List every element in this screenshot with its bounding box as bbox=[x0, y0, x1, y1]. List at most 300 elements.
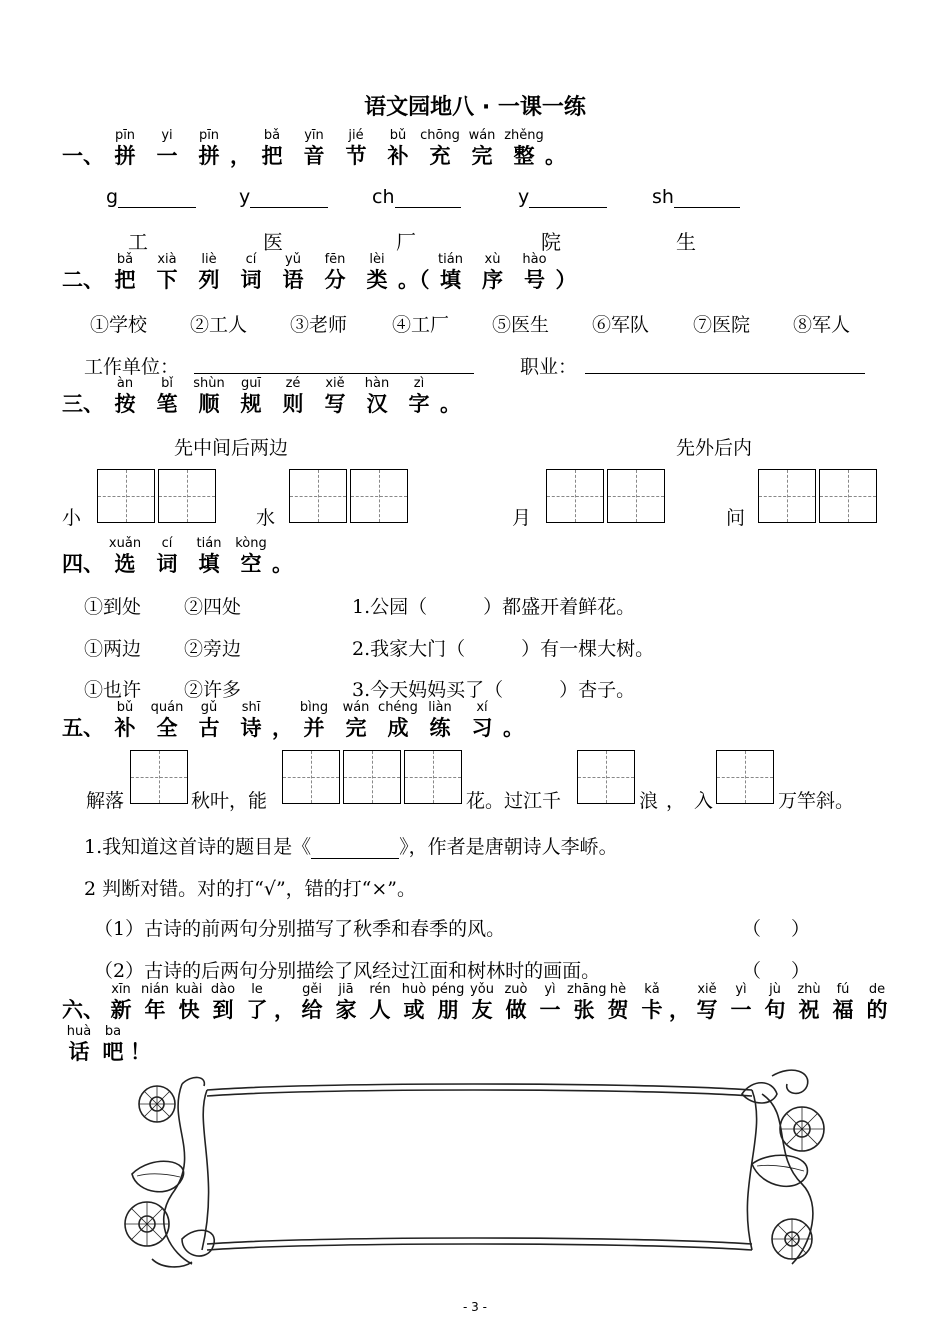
hanzi: 习 bbox=[471, 716, 493, 740]
sentence-before: 3.今天妈妈买了（ bbox=[352, 679, 504, 701]
char: 医 bbox=[263, 230, 283, 254]
pinyin: huò bbox=[401, 982, 427, 997]
pinyin: xiě bbox=[325, 376, 345, 391]
section-5-heading bbox=[62, 700, 524, 741]
poem-text: 花。过江千 bbox=[466, 790, 562, 812]
judge-item-2: （2）古诗的后两句分别描绘了风经过江面和树林时的画面。 bbox=[94, 960, 601, 982]
heading-punct: 五、 bbox=[62, 716, 104, 740]
word-item: ③老师 bbox=[290, 314, 348, 336]
writing-grid[interactable] bbox=[158, 469, 216, 523]
word-item: ①学校 bbox=[90, 314, 148, 336]
hanzi: 到 bbox=[212, 998, 234, 1022]
ruby-char bbox=[146, 376, 188, 417]
hanzi: 或 bbox=[403, 998, 425, 1022]
writing-grid[interactable] bbox=[289, 469, 347, 523]
hanzi: 填 bbox=[198, 552, 220, 576]
char: 工 bbox=[128, 230, 148, 254]
fill-sentence bbox=[352, 634, 654, 661]
fill-sentence bbox=[352, 592, 635, 619]
initial: sh bbox=[652, 186, 674, 208]
ruby-char bbox=[104, 536, 146, 577]
heading-punct: ， bbox=[669, 998, 690, 1022]
pinyin: zhù bbox=[797, 982, 821, 997]
hanzi: 填 bbox=[440, 268, 461, 292]
frame-top-edge bbox=[207, 1084, 752, 1090]
ruby-char bbox=[397, 982, 431, 1023]
sentence-before: 1.公园（ bbox=[352, 596, 428, 618]
ruby-char bbox=[230, 536, 272, 577]
ruby-char bbox=[188, 376, 230, 417]
pinyin: bìng bbox=[299, 700, 329, 715]
char-label: 小 bbox=[62, 507, 82, 529]
hanzi: 练 bbox=[429, 716, 451, 740]
question-1 bbox=[84, 832, 618, 859]
hanzi: 人 bbox=[369, 998, 391, 1022]
job-label: 职业： bbox=[520, 356, 578, 378]
ruby-char bbox=[567, 982, 607, 1023]
pinyin: wán bbox=[342, 700, 370, 715]
stroke-rule-2: 先外后内 bbox=[676, 437, 753, 459]
ruby-char bbox=[601, 982, 635, 1023]
ruby-char bbox=[465, 982, 499, 1023]
hanzi: 顺 bbox=[198, 392, 220, 416]
pinyin-blank[interactable] bbox=[652, 186, 740, 208]
heading-punct: 。 bbox=[272, 552, 293, 576]
hanzi: 福 bbox=[832, 998, 854, 1022]
poem-text: 秋叶，能 bbox=[191, 790, 268, 812]
ruby-char bbox=[860, 982, 894, 1023]
ruby-char bbox=[146, 128, 188, 169]
judge-item-1: （1）古诗的前两句分别描写了秋季和春季的风。 bbox=[94, 918, 506, 940]
pinyin: xù bbox=[484, 252, 501, 267]
ruby-char bbox=[146, 252, 188, 293]
ruby-char bbox=[419, 128, 461, 169]
ruby-char bbox=[335, 700, 377, 741]
pinyin: yì bbox=[735, 982, 747, 997]
hanzi: 成 bbox=[387, 716, 409, 740]
pinyin: xiě bbox=[697, 982, 717, 997]
pinyin: àn bbox=[116, 376, 134, 391]
pinyin: xià bbox=[157, 252, 177, 267]
writing-grid[interactable] bbox=[282, 750, 340, 804]
section-3-heading bbox=[62, 376, 461, 417]
hanzi: 整 bbox=[513, 144, 535, 168]
ruby-char bbox=[230, 376, 272, 417]
page-title: 语文园地八 · 一课一练 bbox=[364, 95, 586, 120]
pinyin: xīn bbox=[111, 982, 131, 997]
option-b: ②四处 bbox=[184, 596, 242, 618]
ruby-char bbox=[356, 376, 398, 417]
pinyin: de bbox=[868, 982, 886, 997]
sentence-after: ）都盛开着鲜花。 bbox=[483, 596, 636, 618]
ruby-char bbox=[724, 982, 758, 1023]
hanzi: 贺 bbox=[607, 998, 629, 1022]
greeting-card-frame[interactable] bbox=[112, 1064, 832, 1284]
word-item: ⑧军人 bbox=[793, 314, 851, 336]
q1-before: 1.我知道这首诗的题目是《 bbox=[84, 836, 312, 858]
ruby-char bbox=[533, 982, 567, 1023]
section-2-heading bbox=[62, 252, 577, 293]
hanzi: 拼 bbox=[114, 144, 136, 168]
hanzi: 把 bbox=[114, 268, 136, 292]
pinyin: jié bbox=[348, 128, 364, 143]
ruby-char bbox=[377, 128, 419, 169]
hanzi: 完 bbox=[471, 144, 493, 168]
ruby-char bbox=[335, 128, 377, 169]
writing-grid[interactable] bbox=[607, 469, 665, 523]
hanzi: 列 bbox=[198, 268, 220, 292]
char-label: 月 bbox=[512, 507, 532, 529]
judge-paren[interactable] bbox=[742, 914, 810, 941]
pinyin: pīn bbox=[114, 128, 136, 143]
hanzi: 补 bbox=[387, 144, 409, 168]
pinyin-blank[interactable] bbox=[518, 186, 607, 208]
pinyin: zì bbox=[413, 376, 425, 391]
initial: y bbox=[518, 186, 530, 208]
hanzi: 字 bbox=[408, 392, 430, 416]
heading-punct: ， bbox=[274, 998, 295, 1022]
pinyin: bǔ bbox=[116, 700, 134, 715]
pinyin: wán bbox=[468, 128, 496, 143]
pinyin: chōng bbox=[420, 128, 460, 143]
pinyin: hè bbox=[609, 982, 627, 997]
paren-open: （ bbox=[742, 960, 762, 982]
fill-sentence bbox=[352, 675, 635, 702]
ruby-char bbox=[146, 536, 188, 577]
ruby-char bbox=[188, 536, 230, 577]
writing-grid[interactable] bbox=[343, 750, 401, 804]
hanzi: 一 bbox=[730, 998, 752, 1022]
heading-punct: ！ bbox=[130, 1040, 151, 1064]
pinyin: le bbox=[251, 982, 263, 997]
ruby-char bbox=[461, 700, 503, 741]
ruby-char bbox=[461, 128, 503, 169]
ruby-char bbox=[272, 252, 314, 293]
heading-punct: 六、 bbox=[62, 998, 104, 1022]
hanzi: 把 bbox=[261, 144, 283, 168]
stroke-rule-1: 先中间后两边 bbox=[174, 437, 289, 459]
ruby-char bbox=[251, 128, 293, 169]
ruby-char bbox=[104, 128, 146, 169]
ruby-char bbox=[295, 982, 329, 1023]
ruby-char bbox=[314, 252, 356, 293]
option-a: ①两边 bbox=[84, 638, 142, 660]
hanzi: 写 bbox=[324, 392, 346, 416]
option-a: ①也许 bbox=[84, 679, 142, 701]
writing-grid[interactable] bbox=[546, 469, 604, 523]
ruby-char bbox=[314, 376, 356, 417]
q1-after: 》，作者是唐朝诗人李峤。 bbox=[399, 836, 618, 858]
hanzi: 拼 bbox=[198, 144, 220, 168]
ruby-char bbox=[230, 700, 272, 741]
pinyin: hào bbox=[522, 252, 547, 267]
ruby-char bbox=[272, 376, 314, 417]
pinyin: bǐ bbox=[161, 376, 173, 391]
pinyin: yǒu bbox=[470, 982, 494, 997]
char: 院 bbox=[541, 230, 561, 254]
hanzi: 下 bbox=[156, 268, 178, 292]
ruby-char bbox=[146, 700, 188, 741]
hanzi: 句 bbox=[764, 998, 786, 1022]
writing-grid[interactable] bbox=[716, 750, 774, 804]
heading-punct: 。 bbox=[503, 716, 524, 740]
poem-text: 解落 bbox=[86, 790, 125, 812]
hanzi: 词 bbox=[156, 552, 178, 576]
heading-punct: 。 bbox=[440, 392, 461, 416]
pinyin: xí bbox=[476, 700, 488, 715]
hanzi: 音 bbox=[303, 144, 325, 168]
poem-text: 入 bbox=[694, 790, 714, 812]
ruby-char bbox=[293, 700, 335, 741]
option-b: ②旁边 bbox=[184, 638, 242, 660]
heading-punct: ） bbox=[555, 268, 577, 292]
pinyin: lèi bbox=[369, 252, 385, 267]
hanzi: 祝 bbox=[798, 998, 820, 1022]
pinyin: shī bbox=[241, 700, 261, 715]
judge-paren[interactable] bbox=[742, 956, 810, 983]
word-item: ⑤医生 bbox=[492, 314, 550, 336]
pinyin: péng bbox=[431, 982, 465, 997]
word-item: ⑦医院 bbox=[693, 314, 751, 336]
ruby-char bbox=[377, 700, 419, 741]
pinyin: kòng bbox=[235, 536, 267, 551]
pinyin: kuài bbox=[175, 982, 203, 997]
option-a: ①到处 bbox=[84, 596, 142, 618]
hanzi: 张 bbox=[573, 998, 595, 1022]
hanzi: 选 bbox=[114, 552, 136, 576]
hanzi: 话 bbox=[68, 1040, 90, 1064]
ruby-char bbox=[363, 982, 397, 1023]
heading-punct: 二、 bbox=[62, 268, 104, 292]
ruby-char bbox=[188, 128, 230, 169]
pinyin: guī bbox=[240, 376, 262, 391]
pinyin: xuǎn bbox=[108, 536, 142, 551]
ruby-char bbox=[104, 982, 138, 1023]
ruby-char bbox=[96, 1024, 130, 1065]
hanzi: 类 bbox=[366, 268, 388, 292]
hanzi: 家 bbox=[335, 998, 357, 1022]
ruby-char bbox=[431, 982, 465, 1023]
ruby-char bbox=[430, 252, 472, 293]
page-number: - 3 - bbox=[463, 1300, 487, 1314]
pinyin: yīn bbox=[304, 128, 324, 143]
word-item: ④工厂 bbox=[392, 314, 450, 336]
hanzi: 汉 bbox=[366, 392, 388, 416]
sentence-after: ）杏子。 bbox=[559, 679, 636, 701]
pinyin: rén bbox=[369, 982, 391, 997]
ruby-char bbox=[188, 700, 230, 741]
pinyin: zuò bbox=[504, 982, 528, 997]
hanzi: 一 bbox=[156, 144, 178, 168]
hanzi: 笔 bbox=[156, 392, 178, 416]
ruby-char bbox=[690, 982, 724, 1023]
pinyin: gěi bbox=[302, 982, 322, 997]
ruby-char bbox=[188, 252, 230, 293]
heading-punct: 。（ bbox=[398, 268, 430, 292]
writing-grid[interactable] bbox=[758, 469, 816, 523]
pinyin: huà bbox=[66, 1024, 92, 1039]
section-6-heading-line-1 bbox=[62, 982, 894, 1023]
hanzi: 友 bbox=[471, 998, 493, 1022]
ruby-char bbox=[635, 982, 669, 1023]
hanzi: 序 bbox=[482, 268, 503, 292]
ruby-char bbox=[826, 982, 860, 1023]
hanzi: 一 bbox=[539, 998, 561, 1022]
pinyin: zé bbox=[285, 376, 301, 391]
pinyin: shùn bbox=[193, 376, 225, 391]
ruby-char bbox=[514, 252, 556, 293]
heading-punct: 。 bbox=[545, 144, 566, 168]
hanzi: 诗 bbox=[240, 716, 262, 740]
ruby-char bbox=[356, 252, 398, 293]
poem-text: ， bbox=[666, 790, 686, 812]
poem-text: 浪 bbox=[639, 790, 659, 812]
pinyin: jù bbox=[769, 982, 781, 997]
char: 厂 bbox=[396, 230, 416, 254]
ruby-char bbox=[230, 252, 272, 293]
section-6-heading-line-2 bbox=[62, 1024, 151, 1065]
pinyin: fēn bbox=[324, 252, 346, 267]
hanzi: 充 bbox=[429, 144, 451, 168]
writing-grid[interactable] bbox=[130, 750, 188, 804]
writing-grid[interactable] bbox=[350, 469, 408, 523]
pinyin: cí bbox=[161, 536, 173, 551]
pinyin: quán bbox=[150, 700, 184, 715]
word-item: ⑥军队 bbox=[592, 314, 650, 336]
hanzi: 的 bbox=[866, 998, 888, 1022]
ruby-char bbox=[419, 700, 461, 741]
hanzi: 做 bbox=[505, 998, 527, 1022]
pinyin: liè bbox=[201, 252, 217, 267]
pinyin: dào bbox=[210, 982, 236, 997]
ruby-char bbox=[758, 982, 792, 1023]
initial: y bbox=[239, 186, 251, 208]
pinyin: cí bbox=[245, 252, 257, 267]
frame-bottom-edge bbox=[207, 1238, 752, 1244]
pinyin: gǔ bbox=[200, 700, 218, 715]
ruby-char bbox=[104, 252, 146, 293]
pinyin: ba bbox=[104, 1024, 122, 1039]
pinyin: fú bbox=[836, 982, 850, 997]
hanzi: 快 bbox=[178, 998, 200, 1022]
pinyin: tián bbox=[438, 252, 463, 267]
hanzi: 古 bbox=[198, 716, 220, 740]
pinyin: yǔ bbox=[285, 252, 301, 267]
work-unit-blank[interactable] bbox=[194, 352, 474, 374]
vine-left bbox=[164, 1084, 192, 1264]
ruby-char bbox=[472, 252, 514, 293]
hanzi: 年 bbox=[144, 998, 166, 1022]
hanzi: 号 bbox=[524, 268, 545, 292]
hanzi: 分 bbox=[324, 268, 346, 292]
writing-grid[interactable] bbox=[404, 750, 462, 804]
hanzi: 全 bbox=[156, 716, 178, 740]
pinyin: zhāng bbox=[567, 982, 607, 997]
hanzi: 规 bbox=[240, 392, 262, 416]
hanzi: 并 bbox=[303, 716, 325, 740]
pinyin: bǎ bbox=[116, 252, 134, 267]
paren-close: ） bbox=[791, 960, 811, 982]
ruby-char bbox=[138, 982, 172, 1023]
hanzi: 节 bbox=[345, 144, 367, 168]
ruby-char bbox=[503, 128, 545, 169]
hanzi: 语 bbox=[282, 268, 304, 292]
char-label: 问 bbox=[726, 507, 746, 529]
hanzi: 补 bbox=[114, 716, 136, 740]
initial: g bbox=[106, 186, 119, 208]
poem-text: 万竿斜。 bbox=[778, 790, 855, 812]
title-blank[interactable] bbox=[311, 841, 399, 859]
ruby-char bbox=[104, 700, 146, 741]
question-2: 2 判断对错。对的打“√”，错的打“×”。 bbox=[84, 878, 417, 900]
work-unit-label: 工作单位： bbox=[84, 356, 180, 378]
hanzi: 给 bbox=[301, 998, 323, 1022]
char: 生 bbox=[676, 230, 696, 254]
pinyin-blank[interactable] bbox=[106, 186, 196, 208]
paren-open: （ bbox=[742, 918, 762, 940]
job-blank[interactable] bbox=[585, 352, 865, 374]
hanzi: 词 bbox=[240, 268, 262, 292]
ruby-char bbox=[293, 128, 335, 169]
hanzi: 吧 bbox=[102, 1040, 124, 1064]
pinyin: liàn bbox=[428, 700, 452, 715]
pinyin: bǎ bbox=[263, 128, 281, 143]
pinyin-blank[interactable] bbox=[239, 186, 328, 208]
initial: ch bbox=[372, 186, 395, 208]
writing-grid[interactable] bbox=[819, 469, 877, 523]
heading-punct: 四、 bbox=[62, 552, 104, 576]
hanzi: 空 bbox=[240, 552, 262, 576]
pinyin: yì bbox=[544, 982, 556, 997]
pinyin: chéng bbox=[378, 700, 418, 715]
writing-grid[interactable] bbox=[97, 469, 155, 523]
pinyin: hàn bbox=[364, 376, 390, 391]
option-b: ②许多 bbox=[184, 679, 242, 701]
hanzi: 写 bbox=[696, 998, 718, 1022]
pinyin: kǎ bbox=[644, 982, 660, 997]
ruby-char bbox=[398, 376, 440, 417]
hanzi: 卡 bbox=[641, 998, 663, 1022]
writing-grid[interactable] bbox=[577, 750, 635, 804]
hanzi: 新 bbox=[110, 998, 132, 1022]
hanzi: 则 bbox=[282, 392, 304, 416]
pinyin: bǔ bbox=[389, 128, 407, 143]
ruby-char bbox=[329, 982, 363, 1023]
char-label: 水 bbox=[256, 507, 276, 529]
leaf-icon bbox=[742, 1083, 777, 1103]
sentence-after: ）有一棵大树。 bbox=[521, 638, 655, 660]
heading-punct: 三、 bbox=[62, 392, 104, 416]
ruby-char bbox=[499, 982, 533, 1023]
sentence-before: 2.我家大门（ bbox=[352, 638, 466, 660]
hanzi: 完 bbox=[345, 716, 367, 740]
pinyin: tián bbox=[196, 536, 222, 551]
pinyin-blank[interactable] bbox=[372, 186, 461, 208]
heading-punct: 一、 bbox=[62, 144, 104, 168]
hanzi: 按 bbox=[114, 392, 136, 416]
pinyin: nián bbox=[140, 982, 170, 997]
ruby-char bbox=[172, 982, 206, 1023]
ruby-char bbox=[62, 1024, 96, 1065]
word-item: ②工人 bbox=[190, 314, 248, 336]
ruby-char bbox=[240, 982, 274, 1023]
hanzi: 了 bbox=[246, 998, 268, 1022]
heading-punct: ， bbox=[272, 716, 293, 740]
pinyin: yi bbox=[161, 128, 173, 143]
pinyin: zhěng bbox=[504, 128, 544, 143]
hanzi: 朋 bbox=[437, 998, 459, 1022]
pinyin: jiā bbox=[338, 982, 354, 997]
